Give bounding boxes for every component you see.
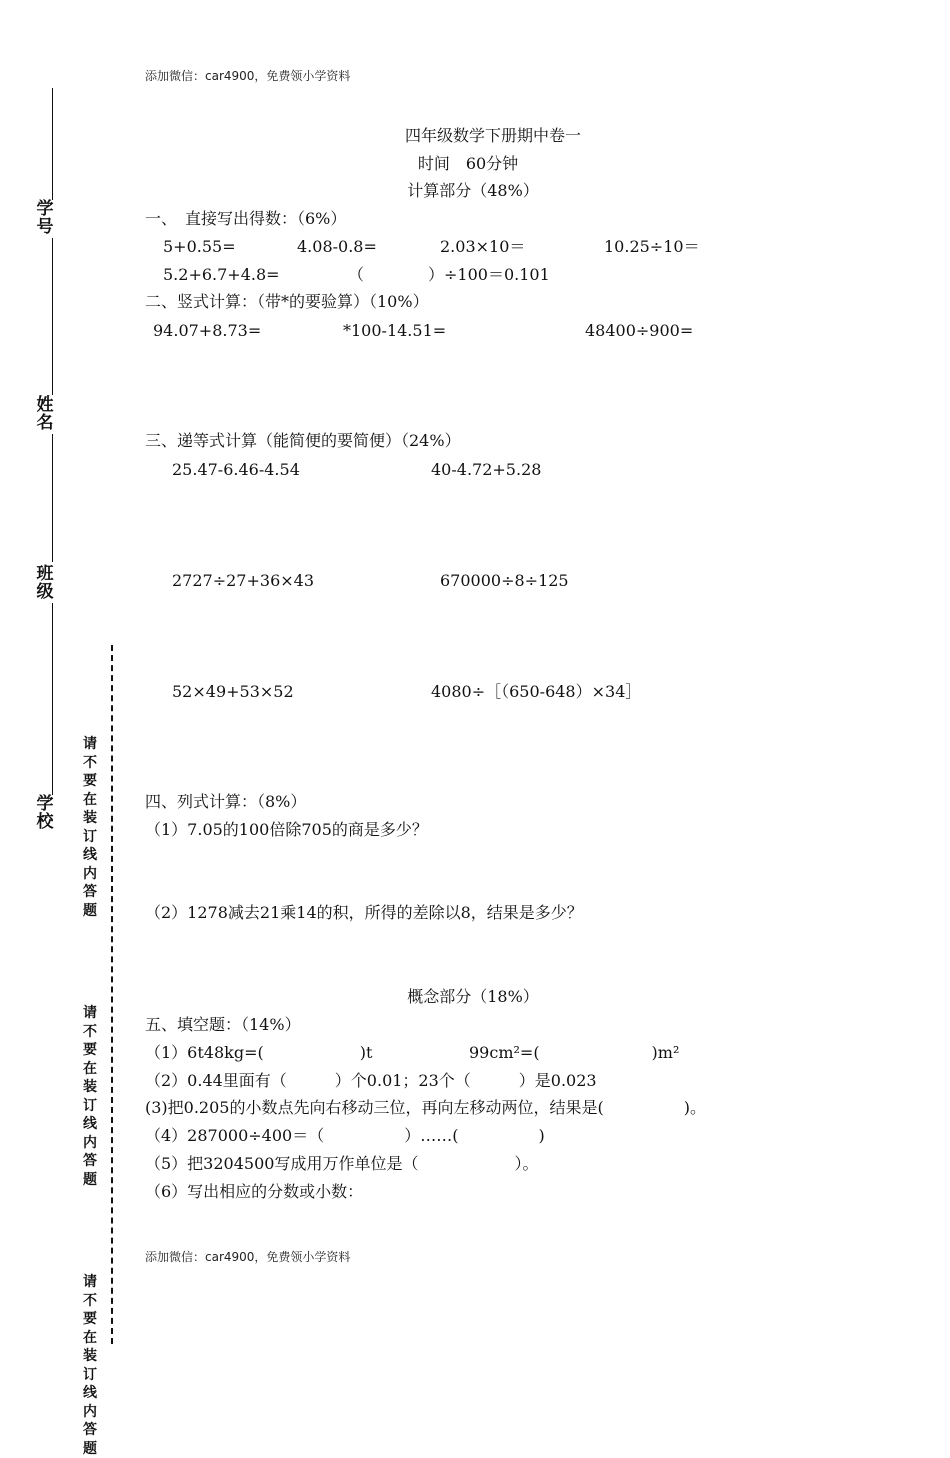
q4-item-2: （2）1278减去21乘14的积，所得的差除以8，结果是多少？ [145, 903, 583, 922]
q3-item-3: 2727÷27+36×43 [172, 571, 315, 590]
name-label: 姓名 [36, 395, 54, 433]
q5-item-3: (3)把0.205的小数点先向右移动三位，再向左移动两位，结果是( )。 [145, 1098, 706, 1117]
q5-item-6: （6）写出相应的分数或小数： [145, 1182, 364, 1201]
q1-item-6: （ ）÷100＝0.101 [348, 265, 550, 284]
q1-item-2: 4.08-0.8= [297, 237, 377, 256]
q2-item-3: 48400÷900= [585, 321, 694, 340]
page-title: 四年级数学下册期中卷一 [404, 126, 581, 145]
q5-item-1b: 99cm²=( )m² [469, 1043, 680, 1062]
exam-time: 时间 60分钟 [417, 154, 519, 173]
watermark-bottom: 添加微信：car4900，免费领小学资料 [145, 1250, 351, 1264]
class-label: 班级 [36, 564, 54, 602]
q1-heading: 一、 直接写出得数：（6%） [145, 209, 347, 228]
q5-heading: 五、填空题：（14%） [145, 1015, 301, 1034]
school-label: 学校 [36, 794, 54, 832]
q2-heading: 二、竖式计算：（带*的要验算）（10%） [145, 292, 429, 311]
q3-heading: 三、递等式计算（能简便的要简便）（24%） [145, 431, 461, 450]
binding-line-2 [52, 238, 53, 395]
q1-item-4: 10.25÷10＝ [604, 237, 700, 256]
binding-line-3 [52, 434, 53, 562]
q2-item-1: 94.07+8.73= [153, 321, 262, 340]
binding-dashed-line [111, 645, 113, 1344]
q2-item-2: *100-14.51= [343, 321, 447, 340]
binding-warning-2: 请不要在装订线内答题 [83, 1005, 97, 1188]
q4-heading: 四、列式计算：（8%） [145, 792, 307, 811]
binding-warning-3: 请不要在装订线内答题 [83, 1274, 97, 1457]
q1-item-3: 2.03×10＝ [440, 237, 526, 256]
q5-item-5: （5）把3204500写成用万作单位是（ ）。 [145, 1154, 539, 1173]
section-concept-heading: 概念部分（18%） [407, 987, 539, 1006]
binding-line-4 [52, 603, 53, 795]
q4-item-1: （1）7.05的100倍除705的商是多少？ [145, 820, 428, 839]
student-number-label: 学号 [36, 199, 54, 237]
binding-warning-1: 请不要在装订线内答题 [83, 736, 97, 919]
q1-item-5: 5.2+6.7+4.8= [163, 265, 280, 284]
q5-item-4: （4）287000÷400＝（ ）……( ) [145, 1126, 545, 1145]
q3-item-4: 670000÷8÷125 [440, 571, 569, 590]
q3-item-6: 4080÷［（650-648）×34］ [431, 682, 642, 701]
section-calc-heading: 计算部分（48%） [407, 181, 539, 200]
q3-item-5: 52×49+53×52 [172, 682, 294, 701]
binding-line-1 [52, 88, 53, 200]
watermark-top: 添加微信：car4900，免费领小学资料 [145, 69, 351, 83]
q5-item-2: （2）0.44里面有（ ）个0.01；23个（ ）是0.023 [145, 1071, 597, 1090]
q1-item-1: 5+0.55= [163, 237, 236, 256]
q3-item-2: 40-4.72+5.28 [431, 460, 542, 479]
q3-item-1: 25.47-6.46-4.54 [172, 460, 300, 479]
q5-item-1a: （1）6t48kg=( )t [145, 1043, 373, 1062]
